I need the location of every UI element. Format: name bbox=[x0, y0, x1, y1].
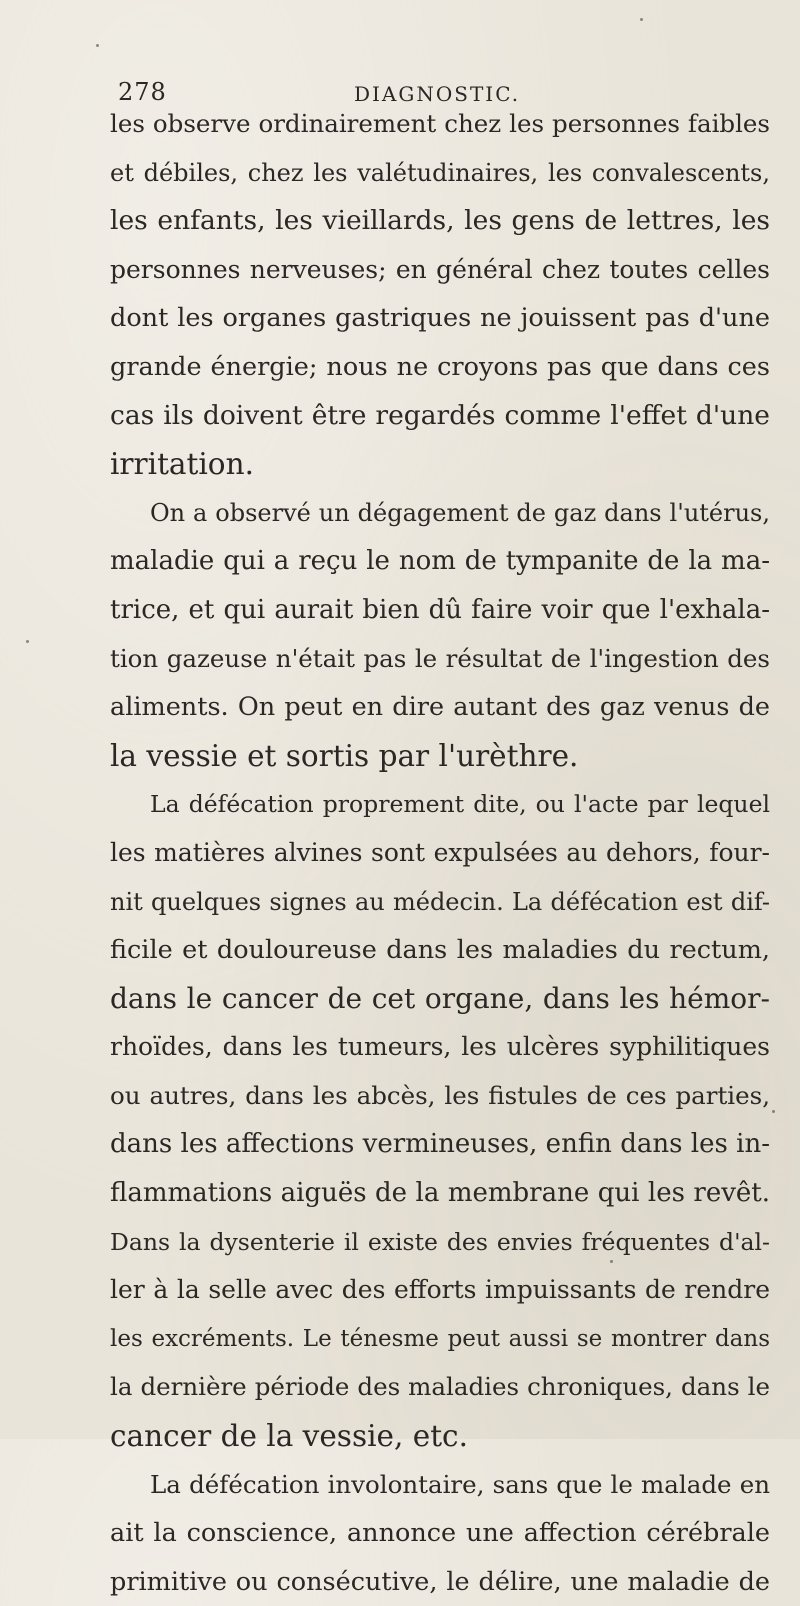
paper-speck bbox=[610, 1260, 613, 1263]
text-line: ler à la selle avec des efforts impuissants de rendre bbox=[110, 1275, 770, 1305]
text-line: rhoïdes, dans les tumeurs, les ulcères syphilitiques bbox=[110, 1032, 770, 1062]
paper-speck bbox=[640, 18, 643, 21]
text-line: les matières alvines sont expulsées au dehors, four- bbox=[110, 837, 770, 867]
text-line: grande énergie; nous ne croyons pas que dans ces bbox=[110, 351, 770, 382]
text-line: les enfants, les vieillards, les gens de lettres, les bbox=[110, 205, 770, 237]
text-line: On a observé un dégagement de gaz dans l'utérus, bbox=[150, 498, 770, 527]
text-line: cas ils doivent être regardés comme l'effet d'une bbox=[110, 399, 770, 431]
text-line: ficile et douloureuse dans les maladies du rectum, bbox=[110, 935, 770, 966]
text-line: La défécation proprement dite, ou l'acte par lequel bbox=[150, 790, 770, 819]
page-number: 278 bbox=[118, 78, 167, 106]
running-title: DIAGNOSTIC. bbox=[354, 82, 521, 106]
body-text bbox=[110, 100, 770, 1606]
text-line: dans les affections vermineuses, enfin dans les in- bbox=[110, 1129, 770, 1160]
text-line: les excréments. Le ténesme peut aussi se montrer dans bbox=[110, 1325, 770, 1352]
text-line: irritation. bbox=[110, 447, 254, 482]
text-line: dont les organes gastriques ne jouissent pas d'une bbox=[110, 303, 770, 334]
text-line: trice, et qui aurait bien dû faire voir que l'exhala- bbox=[110, 594, 770, 625]
text-line: la vessie et sortis par l'urèthre. bbox=[110, 738, 579, 773]
text-line: flammations aiguës de la membrane qui les revêt. bbox=[110, 1178, 770, 1209]
text-line: tion gazeuse n'était pas le résultat de l'ingestion des bbox=[110, 643, 770, 673]
paper-speck bbox=[96, 44, 99, 47]
text-line: cancer de la vessie, etc. bbox=[110, 1419, 468, 1454]
paper-speck bbox=[772, 1110, 775, 1113]
text-line: maladie qui a reçu le nom de tympanite de la ma- bbox=[110, 546, 770, 577]
text-line: personnes nerveuses; en général chez toutes celles bbox=[110, 254, 770, 284]
paper-speck bbox=[26, 640, 29, 643]
text-line: ou autres, dans les abcès, les fistules de ces parties, bbox=[110, 1080, 770, 1110]
text-line: ait la conscience, annonce une affection cérébrale bbox=[110, 1518, 770, 1549]
text-line: la dernière période des maladies chroniques, dans le bbox=[110, 1372, 770, 1402]
text-line: primitive ou consécutive, le délire, une maladie de bbox=[110, 1566, 770, 1597]
text-line: les observe ordinairement chez les personnes faibles bbox=[110, 109, 770, 138]
text-line: et débiles, chez les valétudinaires, les convalescents, bbox=[110, 158, 770, 187]
text-line: La défécation involontaire, sans que le malade en bbox=[150, 1469, 770, 1499]
text-line: aliments. On peut en dire autant des gaz venus de bbox=[110, 692, 770, 723]
text-line: nit quelques signes au médecin. La défécation est dif- bbox=[110, 887, 770, 916]
text-line: dans le cancer de cet organe, dans les hémor- bbox=[110, 981, 770, 1015]
text-line: Dans la dysenterie il existe des envies fréquentes d'al- bbox=[110, 1227, 770, 1256]
